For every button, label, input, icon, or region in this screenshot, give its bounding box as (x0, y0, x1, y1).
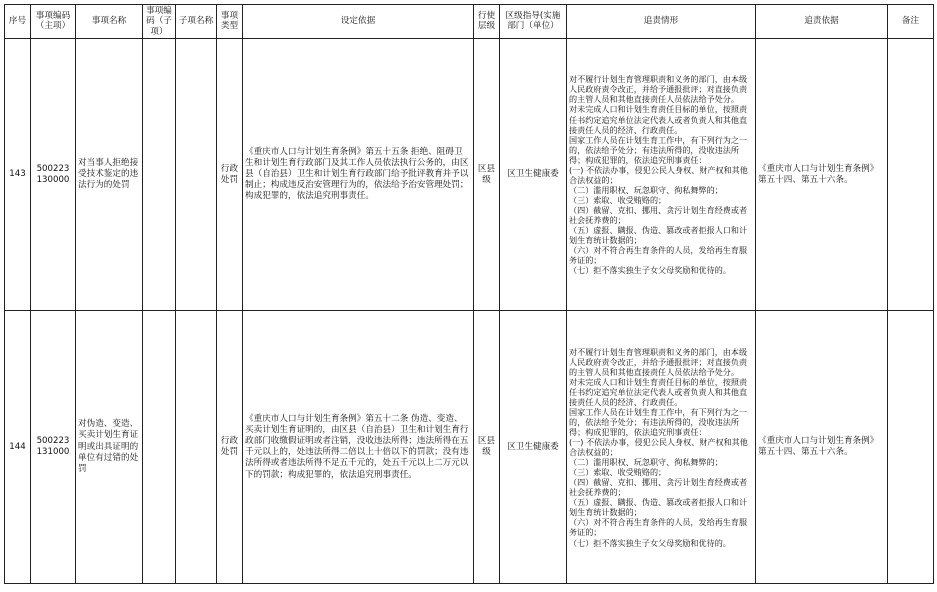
header-liability-basis: 追责依据 (756, 5, 888, 39)
cell-level: 区县级 (474, 311, 500, 584)
header-liability: 追责情形 (567, 5, 756, 39)
code-main-part1: 500223 (36, 436, 70, 447)
liability-line: (一) 不依法办事，侵犯公民人身权、财产权和其他合法权益的； (569, 437, 748, 458)
header-row (5, 5, 934, 39)
header-remark: 备注 (888, 5, 934, 39)
cell-code-main (31, 311, 76, 584)
liability-line: （六）对不符合再生育条件的人员，发给再生育服务证的； (569, 244, 748, 265)
header-level: 行使层级 (474, 5, 500, 39)
code-main-part2: 130000 (36, 174, 70, 185)
liability-line: （三）索取、收受贿赂的； (569, 194, 667, 205)
header-type: 事项类型 (217, 5, 243, 39)
header-sub-name: 子项名称 (176, 5, 217, 39)
liability-line: （七）拒不落实独生子女父母奖励和优待的。 (569, 264, 731, 275)
cell-seq: 144 (5, 311, 31, 584)
cell-level: 区县级 (474, 38, 500, 311)
liability-line: 对不履行计划生育管理职责和义务的部门，由本级人民政府责令改正，并给予通报批评；对直接负责的主管人员和其他直接责任人员依法给予处分。 (569, 346, 748, 377)
cell-name: 对当事人拒绝接受技术鉴定的违法行为的处罚 (76, 38, 143, 311)
cell-remark (888, 38, 934, 311)
table-row (5, 38, 934, 311)
cell-seq: 143 (5, 38, 31, 311)
cell-name: 对伪造、变造、买卖计划生育证明或出具证明的单位有过错的处罚 (76, 311, 143, 584)
cell-liability-basis: 《重庆市人口与计划生育条例》第五十四、第五十六条。 (756, 311, 888, 584)
liability-line: 对不履行计划生育管理职责和义务的部门，由本级人民政府责令改正，并给予通报批评；对直接负责的主管人员和其他直接责任人员依法给予处分。 (569, 74, 748, 105)
code-main-part2: 131000 (36, 447, 70, 458)
cell-basis: 《重庆市人口与计划生育条例》第五十五条 拒绝、阻碍卫生和计划生育行政部门及其工作人员依法执行公务的，由区县（自治县）卫生和计划生育行政部门给予批评教育并予以制止；构成违反治安管理行为的，依法给予治安管理处罚；构成犯罪的，依法追究刑事责任。 (243, 38, 474, 311)
liability-line: （三）索取、收受贿赂的； (569, 467, 667, 478)
liability-line: （二）滥用职权、玩忽职守、徇私舞弊的； (569, 457, 723, 468)
liability-line: （四）截留、克扣、挪用、贪污计划生育经费或者社会抚养费的； (569, 477, 748, 498)
liability-line: （五）虚报、瞒报、伪造、篡改或者拒报人口和计划生育统计数据的； (569, 224, 748, 245)
cell-type: 行政处罚 (217, 38, 243, 311)
cell-liability (567, 38, 756, 311)
liability-line: 对未完成人口和计划生育责任目标的单位，按照责任书约定追究单位法定代表人或者负责人和其他直接责任人员的经济、行政责任。 (569, 104, 748, 135)
liability-line: （四）截留、克扣、挪用、贪污计划生育经费或者社会抚养费的； (569, 204, 748, 225)
liability-line: （六）对不符合再生育条件的人员，发给再生育服务证的； (569, 517, 748, 538)
cell-basis: 《重庆市人口与计划生育条例》第五十二条 伪造、变造、买卖计划生育证明的，由区县（自治县）卫生和计划生育行政部门收缴假证明或者注销，没收违法所得；违法所得在五千元以上的，处违法所得二倍以上十倍以下的罚款；没有违法所得或者违法所得不足五千元的，处五千元以上二万元以下的罚款；构成犯罪的，依法追究刑事责任。 (243, 311, 474, 584)
liability-line: (一) 不依法办事，侵犯公民人身权、财产权和其他合法权益的； (569, 164, 748, 185)
liability-line: 对未完成人口和计划生育责任目标的单位，按照责任书约定追究单位法定代表人或者负责人和其他直接责任人员的经济、行政责任。 (569, 377, 748, 408)
cell-liability-basis: 《重庆市人口与计划生育条例》第五十四、第五十六条。 (756, 38, 888, 311)
header-seq: 序号 (5, 5, 31, 39)
cell-remark (888, 311, 934, 584)
accountability-table (4, 4, 934, 584)
cell-sub-name (176, 38, 217, 311)
liability-line: （二）滥用职权、玩忽职守、徇私舞弊的； (569, 184, 723, 195)
cell-code-main (31, 38, 76, 311)
cell-sub-name (176, 311, 217, 584)
cell-type: 行政处罚 (217, 311, 243, 584)
liability-line: （七）拒不落实独生子女父母奖励和优待的。 (569, 537, 731, 548)
liability-line: （五）虚报、瞒报、伪造、篡改或者拒报人口和计划生育统计数据的； (569, 497, 748, 518)
header-code-main: 事项编码（主项） (31, 5, 76, 39)
cell-liability (567, 311, 756, 584)
code-main-part1: 500223 (36, 163, 70, 174)
cell-dept: 区卫生健康委 (500, 38, 567, 311)
header-basis: 设定依据 (243, 5, 474, 39)
table-row (5, 311, 934, 584)
header-dept: 区级指导(实施部门（单位） (500, 5, 567, 39)
cell-code-sub (143, 311, 176, 584)
liability-line: 国家工作人员在计划生育工作中，有下列行为之一的，依法给予处分；有违法所得的，没收违法所得；构成犯罪的，依法追究刑事责任： (569, 407, 748, 438)
cell-dept: 区卫生健康委 (500, 311, 567, 584)
header-code-sub: 事项编码（子项） (143, 5, 176, 39)
header-name: 事项名称 (76, 5, 143, 39)
cell-code-sub (143, 38, 176, 311)
liability-line: 国家工作人员在计划生育工作中，有下列行为之一的，依法给予处分；有违法所得的，没收违法所得；构成犯罪的，依法追究刑事责任： (569, 134, 748, 165)
